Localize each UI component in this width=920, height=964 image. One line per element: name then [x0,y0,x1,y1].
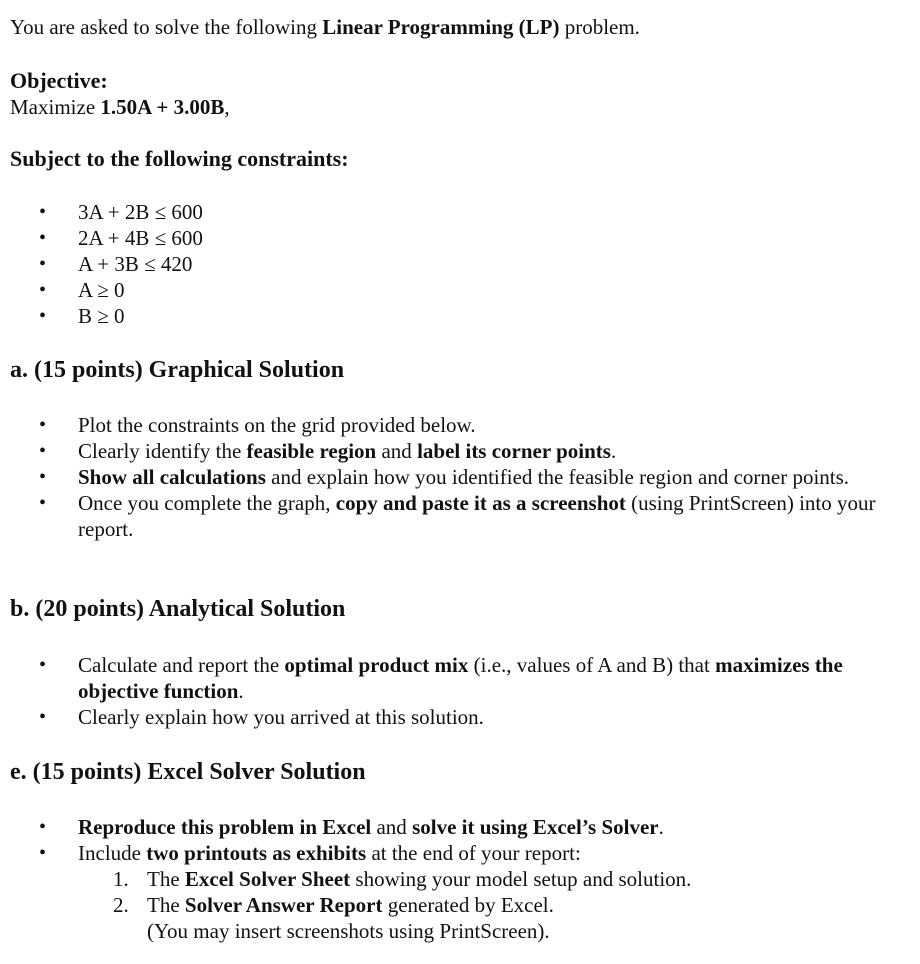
bullet: • [39,305,47,327]
constraint-item: • A + 3B ≤ 420 [39,252,193,276]
part-a-title-block [10,357,906,383]
list-number: 1. [113,867,129,891]
bullet: • [39,466,47,488]
bullet: • [39,279,47,301]
part-e-item: • Reproduce this problem in Excel and solve it using Excel’s Solver. [39,815,664,839]
part-e-subitem: 1. The Excel Solver Sheet showing your model setup and solution. [113,867,692,891]
part-b-list [10,652,906,730]
objective-expression: 1.50A + 3.00B [100,95,225,119]
constraints-heading-block [10,146,906,172]
part-e-list [10,814,906,944]
constraint-item: • A ≥ 0 [39,278,125,302]
intro-bold: Linear Programming (LP) [322,15,560,39]
bullet: • [39,654,47,676]
intro-prefix: You are asked to solve the following [10,15,323,39]
part-e-subitem: 2. The Solver Answer Report generated by Excel. [113,893,554,917]
objective-heading: Objective: [10,68,108,93]
part-b-item: • Clearly explain how you arrived at this solution. [39,705,484,729]
objective-section [10,68,906,120]
objective-line [10,94,906,120]
objective-suffix: , [224,95,230,119]
constraint-item: • 3A + 2B ≤ 600 [39,200,203,224]
bullet: • [39,201,47,223]
bullet: • [39,816,47,838]
bullet: • [39,414,47,436]
bullet: • [39,440,47,462]
part-a-list [10,412,906,542]
intro-suffix: problem. [559,15,640,39]
part-a-item: • Plot the constraints on the grid provided below. [39,413,476,437]
objective-prefix: Maximize [10,95,101,119]
bullet: • [39,842,47,864]
constraints-heading: Subject to the following constraints: [10,146,349,171]
part-a-title: a. (15 points) Graphical Solution [10,357,345,383]
part-b-item: • Calculate and report the optimal product mix (i.e., values of A and B) that maximizes the objective function. [39,653,843,703]
part-a-item: • Show all calculations and explain how you identified the feasible region and corner points. [39,465,850,489]
list-number: 2. [113,893,129,917]
part-e-note: (You may insert screenshots using PrintScreen). [147,919,550,943]
part-b-title: b. (20 points) Analytical Solution [10,596,346,622]
bullet: • [39,706,47,728]
constraints-list [10,199,906,329]
part-b-title-block [10,596,906,622]
constraint-item: • 2A + 4B ≤ 600 [39,226,203,250]
part-a-item: • Once you complete the graph, copy and paste it as a screenshot (using PrintScreen) into your report. [39,491,876,541]
part-a-item: • Clearly identify the feasible region and label its corner points. [39,439,617,463]
bullet: • [39,253,47,275]
part-e-title: e. (15 points) Excel Solver Solution [10,759,366,785]
bullet: • [39,492,47,514]
part-e-item: • Include two printouts as exhibits at the end of your report: [39,841,581,865]
bullet: • [39,227,47,249]
part-e-title-block [10,759,906,785]
constraint-item: • B ≥ 0 [39,304,125,328]
intro-paragraph [10,14,906,40]
